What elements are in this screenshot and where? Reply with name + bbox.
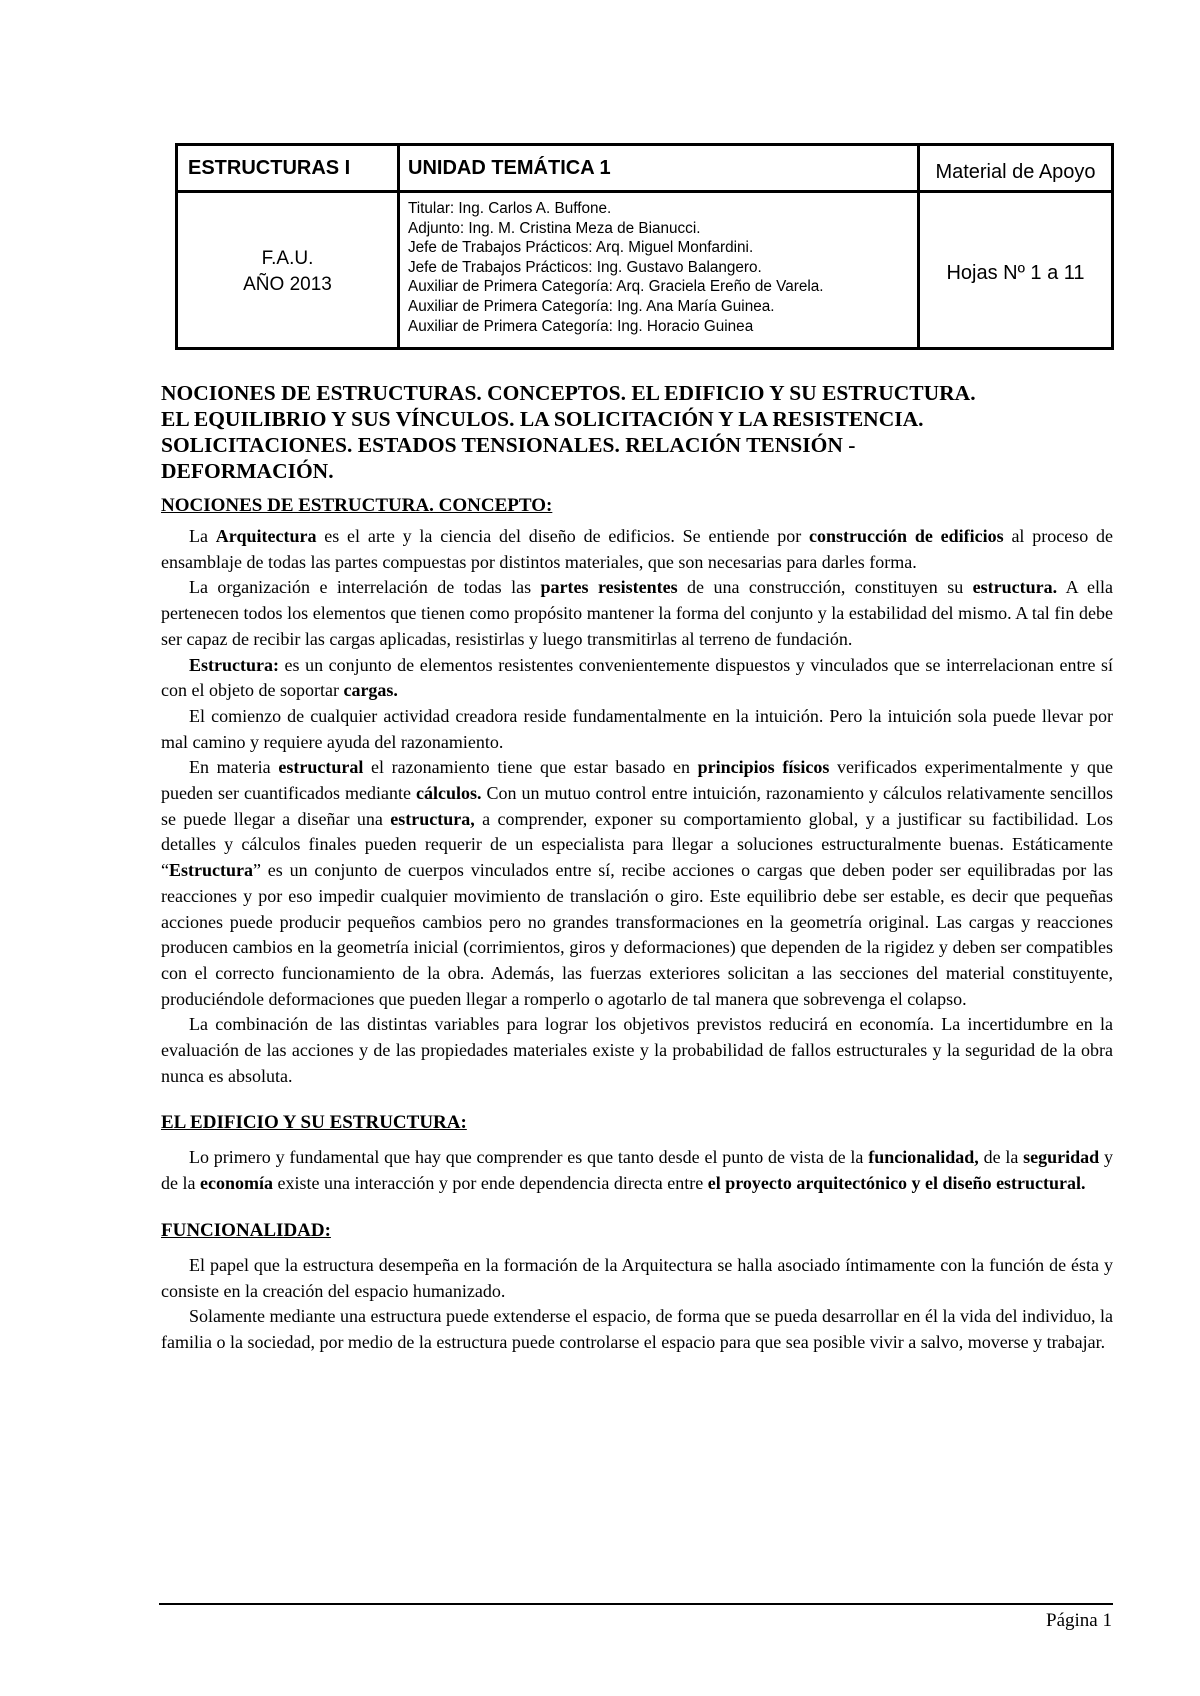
paragraph: La organización e interrelación de todas las partes resistentes de una construcción, constituyen su estructura. A ella pertenecen todos los elementos que tienen como propósito mantener la forma del conjunto y la estabilidad del mismo. A tal fin debe ser capaz de recibir las cargas aplicadas, resistirlas y luego transmitirlas al terreno de fundación.: [161, 577, 1113, 649]
staff-item: Auxiliar de Primera Categoría: Ing. Ana María Guinea.: [408, 297, 775, 315]
staff-list: [408, 199, 823, 336]
header-cell-subject: [178, 146, 400, 347]
year: AÑO 2013: [243, 274, 332, 295]
title-line: EL EQUILIBRIO Y SUS VÍNCULOS. LA SOLICITACIÓN Y LA RESISTENCIA.: [161, 407, 924, 431]
footer-divider: [159, 1603, 1113, 1605]
paragraph: La Arquitectura es el arte y la ciencia del diseño de edificios. Se entiende por construcción de edificios al proceso de ensamblaje de todas las partes compuestas por distintos materiales, que son necesarias para darles forma.: [161, 526, 1114, 572]
title-line: SOLICITACIONES. ESTADOS TENSIONALES. RELACIÓN TENSIÓN -: [161, 433, 856, 457]
section-heading-nociones: NOCIONES DE ESTRUCTURA. CONCEPTO:: [161, 495, 553, 516]
header-divider: [178, 190, 1111, 193]
section-heading-funcionalidad: FUNCIONALIDAD:: [161, 1219, 331, 1241]
paragraph: El comienzo de cualquier actividad creadora reside fundamentalmente en la intuición. Pero la intuición sola puede llevar por mal camino y requiere ayuda del razonamiento.: [161, 705, 1113, 752]
document-body: [161, 380, 1113, 1356]
sheets-label: Hojas Nº 1 a 11: [946, 262, 1085, 284]
header-cell-unit: [400, 146, 920, 347]
subject-title: ESTRUCTURAS I: [188, 157, 351, 179]
unit-title: UNIDAD TEMÁTICA 1: [408, 157, 611, 179]
staff-item: Jefe de Trabajos Prácticos: Arq. Miguel Monfardini.: [408, 239, 754, 257]
paragraph: El papel que la estructura desempeña en la formación de la Arquitectura se halla asociado íntimamente con la función de ésta y consiste en la creación del espacio humanizado.: [161, 1254, 1113, 1301]
staff-item: Titular: Ing. Carlos A. Buffone.: [408, 200, 612, 217]
paragraph: La combinación de las distintas variables para lograr los objetivos previstos reducirá en economía. La incertidumbre en la evaluación de las acciones y de las propiedades materiales existe y la probabilidad de fallos estructurales y la seguridad de la obra nunca es absoluta.: [161, 1014, 1113, 1086]
title-line: NOCIONES DE ESTRUCTURAS. CONCEPTOS. EL EDIFICIO Y SU ESTRUCTURA.: [161, 381, 976, 405]
paragraph: En materia estructural el razonamiento tiene que estar basado en principios físicos verificados experimentalmente y que pueden ser cuantificados mediante cálculos. Con un mutuo control entre intuición, razonamiento y cálculos relativamente sencillos se puede llegar a diseñar una estructura, a comprender, exponer su comportamiento global, y a justificar su factibilidad. Los detalles y cálculos finales pueden requerir de un especialista para llegar a soluciones estructuralmente buenas. Estáticamente “Estructura” es un conjunto de cuerpos vinculados entre sí, recibe acciones o cargas que deben poder ser equilibradas por las reacciones y por eso impedir cualquier movimiento de translación o giro. Este equilibrio debe ser estable, es decir que pequeñas acciones puede producir pequeños cambios pero no grandes transformaciones en la geometría original. Las cargas y reacciones producen cambios en la geometría inicial (corrimientos, giros y deformaciones) que dependen de la rigidez y deben ser compatibles con el correcto funcionamiento de la obra. Además, las fuerzas exteriores solicitan a las secciones del material constituyente, produciéndole deformaciones que pueden llegar a romperlo o agotarlo de tal manera que sobrevenga el colapso.: [161, 757, 1114, 1009]
institution: F.A.U.: [261, 248, 314, 269]
page-number: Página 1: [1046, 1610, 1112, 1631]
staff-item: Auxiliar de Primera Categoría: Arq. Graciela Ereño de Varela.: [408, 278, 824, 296]
title-line: DEFORMACIÓN.: [161, 459, 334, 483]
material-label: Material de Apoyo: [935, 161, 1096, 183]
staff-item: Jefe de Trabajos Prácticos: Ing. Gustavo Balangero.: [408, 258, 762, 276]
paragraph: Lo primero y fundamental que hay que comprender es que tanto desde el punto de vista de la funcionalidad, de la seguridad y de la economía existe una interacción y por ende dependencia directa entre el proyecto arquitectónico y el diseño estructural.: [161, 1147, 1114, 1194]
paragraph: Solamente mediante una estructura puede extenderse el espacio, de forma que se pueda desarrollar en él la vida del individuo, la familia o la sociedad, por medio de la estructura puede controlarse el espacio para que sea posible vivir a salvo, moverse y trabajar.: [161, 1306, 1113, 1352]
staff-item: Auxiliar de Primera Categoría: Ing. Horacio Guinea: [408, 317, 754, 335]
institution-block: [178, 246, 397, 298]
header-cell-material: [920, 146, 1111, 347]
section-heading-edificio: EL EDIFICIO Y SU ESTRUCTURA:: [161, 1112, 467, 1134]
paragraph: Estructura: es un conjunto de elementos resistentes convenientemente dispuestos y vinculados que se interrelacionan entre sí con el objeto de soportar cargas.: [161, 654, 1113, 701]
header-table: [175, 143, 1114, 350]
document-title: [161, 380, 1113, 484]
staff-item: Adjunto: Ing. M. Cristina Meza de Bianucci.: [408, 219, 701, 237]
